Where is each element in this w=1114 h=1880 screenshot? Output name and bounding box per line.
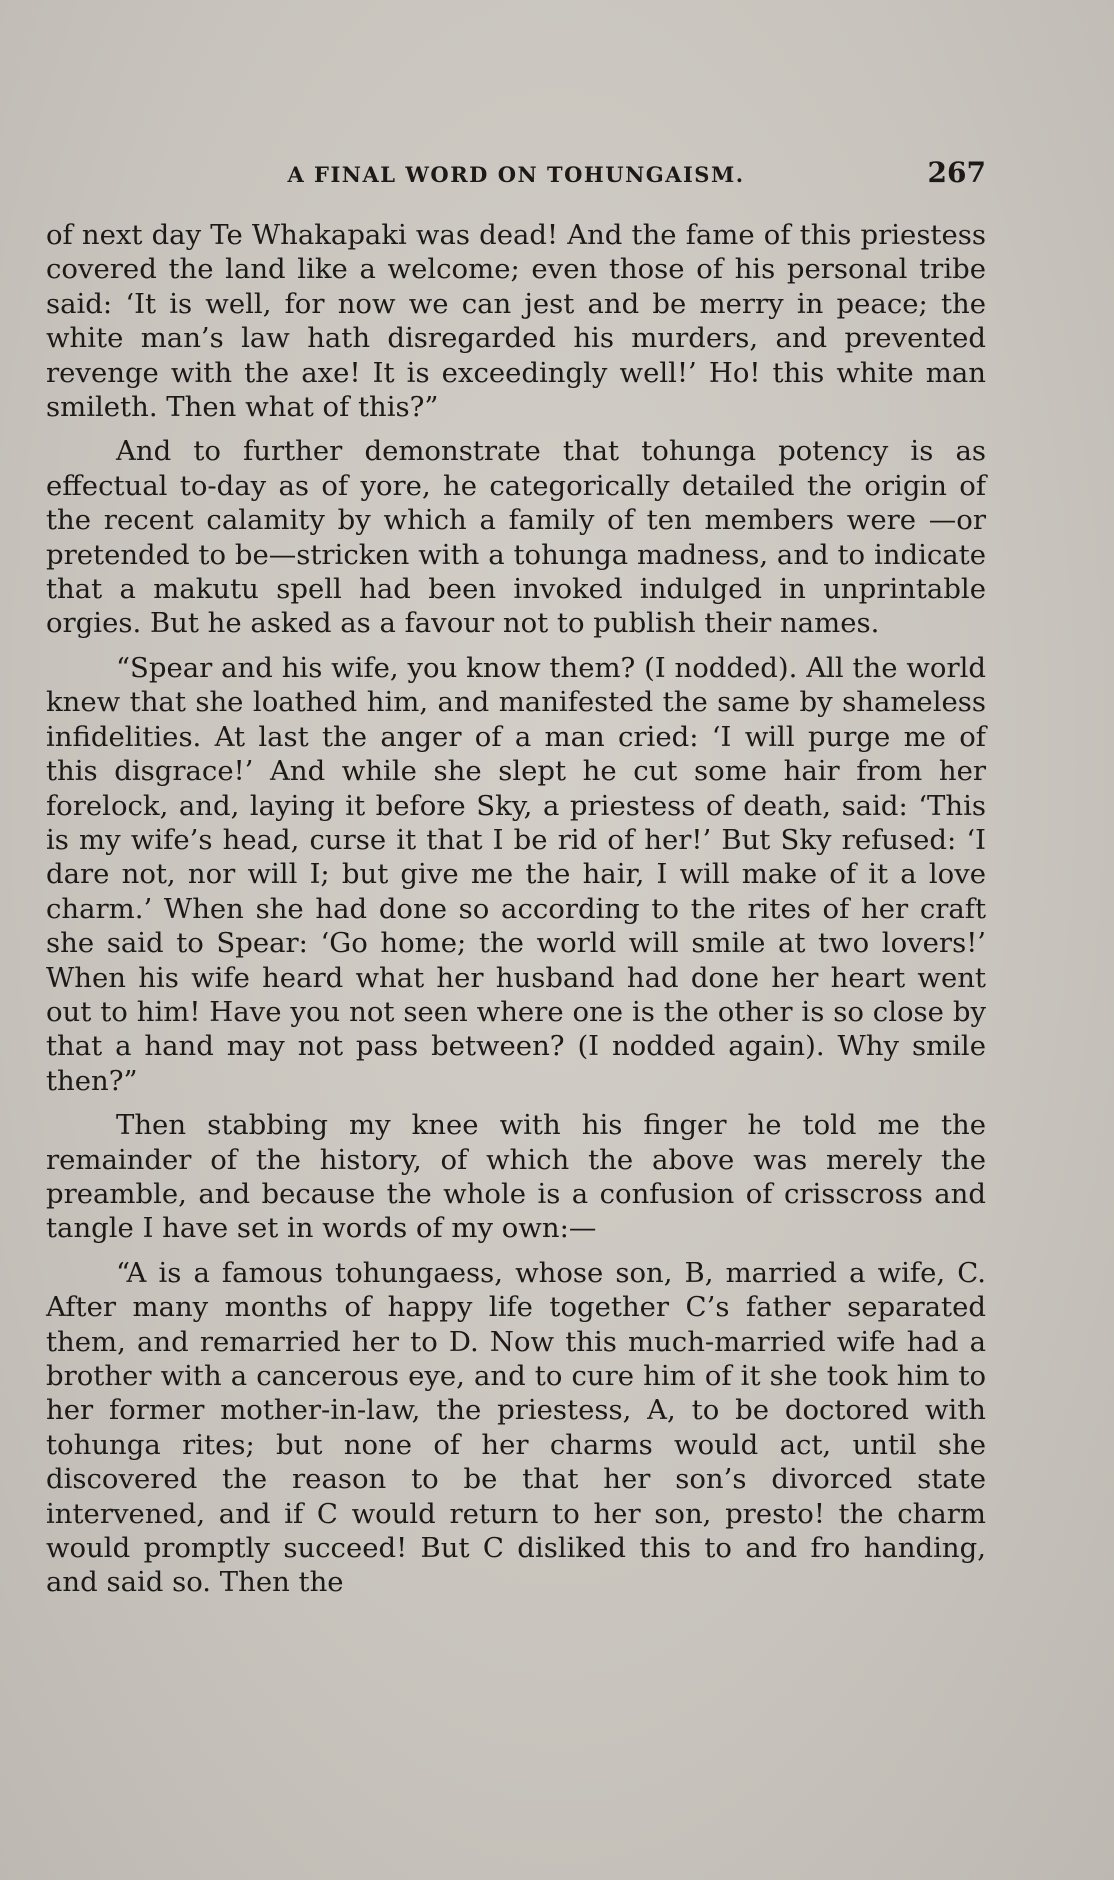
paragraph-continuation: of next day Te Whakapaki was dead! And the fame of this priestess covered the land like a welcome; even those of his personal tribe said: ‘It is well, for now we can jest and be merry in peace; the white man’s law hath disregarded his murders, and prevented revenge with the axe! It is exceedingly well!’ Ho! this white man smileth. Then what of this?” xyxy=(46,219,986,424)
paragraph-famous-tohungaess: “A is a famous tohungaess, whose son, B, married a wife, C. After many months of happy life together C’s father separated them, and remarried her to D. Now this much-married wife had a brother with a cancerous eye, and to cure him of it she took him to her former mother-in-law, the priestess, A, to be doctored with tohunga rites; but none of her charms would act, until she discovered the reason to be that her son’s divorced state intervened, and if C would return to her son, presto! the charm would promptly succeed! But C disliked this to and fro handing, and said so. Then the xyxy=(46,1256,986,1599)
body-text xyxy=(46,218,986,1610)
page-number: 267 xyxy=(927,156,986,189)
paragraph-tohunga-potency: And to further demonstrate that tohunga potency is as effectual to-day as of yore, he categorically detailed the origin of the recent calamity by which a family of ten members were —or pretended to be—stricken with a tohunga madness, and to indicate that a makutu spell had been invoked indulged in unprintable orgies. But he asked as a favour not to publish their names. xyxy=(46,435,986,640)
page-header xyxy=(46,152,986,192)
paragraph-remainder-history: Then stabbing my knee with his finger he told me the remainder of the history, of which the above was merely the preamble, and because the whole is a confusion of crisscross and tangle I have set in words of my own:— xyxy=(46,1109,986,1245)
running-title: A FINAL WORD ON TOHUNGAISM. xyxy=(287,162,745,187)
paragraph-spear-and-wife: “Spear and his wife, you know them? (I nodded). All the world knew that she loathed him, and manifested the same by shameless infidelities. At last the anger of a man cried: ‘I will purge me of this disgrace!’ And while she slept he cut some hair from her forelock, and, laying it before Sky, a priestess of death, said: ‘This is my wife’s head, curse it that I be rid of her!’ But Sky refused: ‘I dare not, nor will I; but give me the hair, I will make of it a love charm.’ When she had done so according to the rites of her craft she said to Spear: ‘Go home; the world will smile at two lovers!’ When his wife heard what her husband had done her heart went out to him! Have you not seen where one is the other is so close by that a hand may not pass between? (I nodded again). Why smile then?” xyxy=(46,651,986,1097)
